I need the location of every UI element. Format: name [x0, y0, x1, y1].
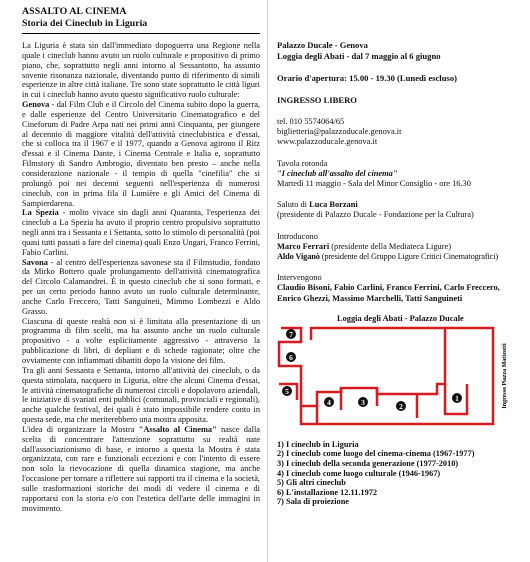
role-paragraph: Ciascuna di queste realtà non si è limitata alla presentazione di un programma di film scelti, ma ha assunto anche un ruolo culturale propositivo - a volte esplicitamente aggressivo - attraverso la pubblicazione di libri, di depliant e di schede ragionate; oltre che ovviamente con infiammati dibattiti dopo la visione dei film.: [22, 316, 260, 365]
legend-item-2: 2) I cineclub come luogo del cinema-cinema (1967-1977): [277, 449, 475, 459]
genova-text: - dal Film Club e il Circolo del Cinema subito dopo la guerra, e dalle esperienze del Centro Universitario Cinematografico e del Cineforum di Padre Arpa nati nei primi anni Cinquanta, per giungere al decennio di maggiore vitalità dell'attività cineclubistica e d'essai, che si colloca tra il 1967 e il 1977, quando a Genova agirono il Ritz d'essai e il Cinema Dante, i Cinema Centrale e Italia e, soprattutto Filmstory di Sandro Ambrogio, diventato ben presto – anche nella considerazione nazionale - il tempio di quella "cinefilia" che si prolungò poi nei decenni seguenti nell'esperienza di numerosi cineclub, con in prima fila il Lumière e gli Amici del Cinema di Sampierdarena.: [22, 100, 260, 208]
roundtable-when: Martedì 11 maggio - Sala del Minor Consiglio - ore 16.30: [277, 179, 471, 189]
speakers-label: Intervengono: [277, 273, 322, 283]
greeting-role: (presidente di Palazzo Ducale - Fondazione per la Cultura): [277, 210, 474, 220]
exhibition-title: ASSALTO AL CINEMA: [22, 6, 127, 17]
idea-text: nasce dalla scelta di concentrare l'attenzione soprattutto su realtà nate dall'associazionismo di base, e intorno a questa la Mostra è stata organizzata, con rare e funzionali eccezioni e con l'intento di essere non solo la rievocazione di quella dinamica stagione, ma anche l'occasione per tornare a riflettere sui rapporti tra il cinema e la società, sulle trasformazioni storiche dei modi di vedere il cinema e di rapportarsi con la storia e/o con l'estetica dell'arte delle immagini in movimento.: [22, 424, 260, 513]
roundtable-label: Tavola rotonda: [277, 158, 328, 168]
genova-paragraph: [22, 100, 260, 208]
room-6: 6: [289, 352, 293, 362]
intro-speaker-2: Aldo Viganò (presidente del Gruppo Ligure Critici Cinematografici): [277, 252, 499, 262]
roundtable-title: "I cineclub all'assalto del cinema": [277, 168, 398, 178]
exhibition-subtitle: Storia dei Cineclub in Liguria: [22, 18, 148, 29]
idea-pre: L'idea di organizzare la Mostra: [22, 424, 139, 434]
festivals-paragraph: Tra gli anni Sessanta e Settanta, intorno all'attività dei cineclub, o da questa stimolata, nacquero in Liguria, oltre che alcuni Cinema d'essai, le attività cinematografiche di numerosi circoli e dopolavoro aziendali, le iniziative di svariati enti pubblici (comunali, provinciali e regionali), anche qualche festival, dei quali è stato impossibile rendere conto in questa sede, ma che meriterebbero una mostra apposita.: [22, 365, 260, 425]
right-column: [277, 6, 515, 507]
left-column: [22, 6, 260, 514]
savona-paragraph: [22, 258, 260, 317]
spezia-text: - molto vivace sin dagli anni Quaranta, l'esperienza dei cineclub a La Spezia ha avuto il proprio centro propulsivo soprattutto negli anni tra i Sessanta e i Settanta, sotto lo stimolo di personalità (poi quasi tutti passati a fare del cinema) quali Enzo Ungari, Franco Ferrini, Fabio Carlini.: [22, 208, 260, 257]
legend-item-1: 1) I cineclub in Liguria: [277, 439, 359, 449]
legend-item-4: 4) I cineclub come luogo culturale (1946-1967): [277, 468, 441, 478]
room-1: 1: [455, 393, 459, 403]
room-2: 2: [399, 401, 403, 411]
map-walls-corner: [301, 406, 317, 424]
legend-item-7: 7) Sala di proiezione: [277, 497, 349, 507]
map-walls-main: [279, 328, 445, 406]
column-divider: [267, 0, 268, 562]
savona-lead: Savona: [22, 257, 48, 267]
savona-text: - al centro dell'esperienza savonese sta il Filmstudio, fondato da Mirko Bottero quale prolungamento dell'attività cinematografica del Circolo Calamandrei. È in questo cineclub che si sono formati, e per un certo periodo hanno avuto un ruolo culturale determinante, anche Carlo Freccero, Tatti Sanguineti, Mimmo Lombezzi e Aldo Grasso.: [22, 257, 260, 316]
idea-lead: "Assalto al Cinema": [138, 424, 217, 434]
room-4: 4: [327, 397, 331, 407]
venue-line-2: Loggia degli Abati - dal 7 maggio al 6 giugno: [277, 51, 441, 61]
spezia-paragraph: [22, 208, 260, 257]
speakers-list: Claudio Bisoni, Fabio Carlini, Franco Ferrini, Carlo Freccero, Enrico Ghezzi, Massimo Marchelli, Tatti Sanguineti: [277, 283, 500, 303]
email-link[interactable]: biglietteria@palazzoducale.genova.it: [277, 127, 402, 137]
intro-speaker-1: Marco Ferrari (presidente della Mediateca Ligure): [277, 241, 451, 251]
title-rule: [22, 33, 260, 34]
room-7: 7: [289, 329, 293, 339]
legend-item-3: 3) I cineclub della seconda generazione (1977-2010): [277, 459, 459, 469]
opening-hours: Orario d'apertura: 15.00 - 19.30 (Lunedì escluso): [277, 73, 457, 83]
website-link[interactable]: www.palazzoducale.genova.it: [277, 137, 378, 147]
room-3: 3: [361, 397, 365, 407]
greeting: Saluto di Luca Borzani: [277, 200, 358, 210]
map-plan: [277, 314, 515, 434]
intro-paragraph: La Liguria è stata sin dall'immediato dopoguerra una Regione nella quale i cineclub hanno avuto un ruolo culturale e propositivo di primo piano, che, soprattutto negli anni intorno al Sessantotto, ha assunto sovente risonanza nazionale, diventando punto di riferimento di simili esperienze in altre città italiane. Tre sono state soprattutto le città liguri in cui i cineclub hanno avuto questo significativo ruolo culturale:: [22, 41, 260, 100]
free-entry: INGRESSO LIBERO: [277, 95, 357, 105]
venue-line-1: Palazzo Ducale - Genova: [277, 40, 368, 50]
intro-label: Introducono: [277, 231, 318, 241]
floor-map: [277, 314, 515, 434]
spezia-lead: La Spezia: [22, 208, 59, 218]
telephone: tel. 010 5574064/65: [277, 117, 345, 126]
map-title: Loggia degli Abati - Palazzo Ducale: [337, 313, 464, 323]
idea-paragraph: [22, 425, 260, 514]
legend-item-5: 5) Gli altri cineclub: [277, 478, 346, 488]
map-legend: [277, 440, 515, 507]
entrance-label: Ingresso Piazza Matteotti: [502, 343, 508, 409]
genova-lead: Genova: [22, 100, 50, 110]
legend-item-6: 6) L'installazione 12.11.1972: [277, 487, 378, 497]
room-5: 5: [285, 386, 289, 396]
